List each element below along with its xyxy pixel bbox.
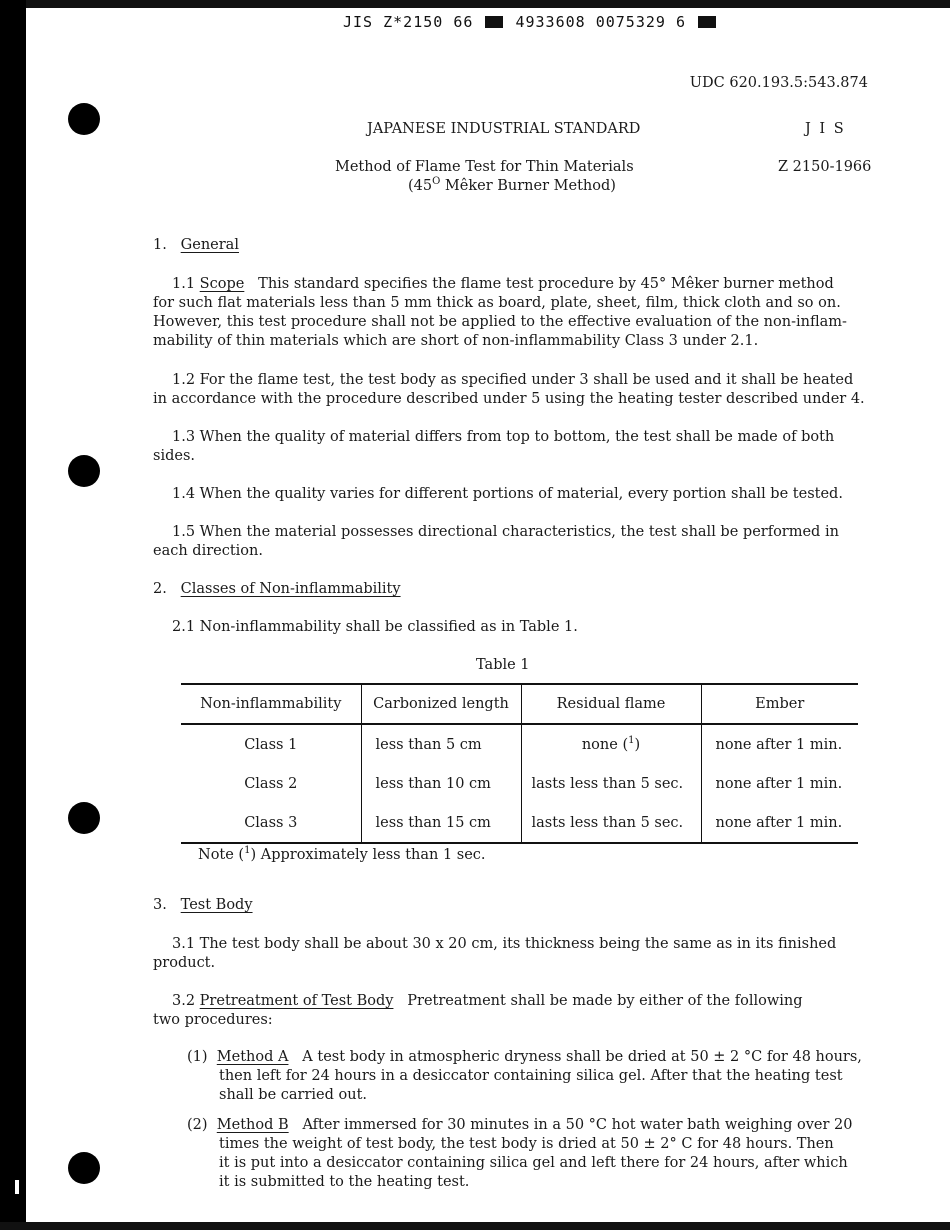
table-cell: less than 10 cm	[361, 764, 521, 803]
table-cell: none after 1 min.	[701, 724, 858, 764]
section-1-heading: 1. General	[153, 237, 239, 253]
scan-mark	[15, 1180, 19, 1194]
paragraph-3-1-line: 3.1 The test body shall be about 30 x 20 cm, its thickness being the same as in its finished	[172, 936, 837, 952]
scan-bottom-edge	[0, 1222, 950, 1230]
table-header-cell: Ember	[701, 684, 858, 724]
udc-number: UDC 620.193.5:543.874	[689, 75, 868, 91]
paragraph-1-5-line: each direction.	[153, 543, 263, 559]
doc-number: Z 2150-1966	[778, 159, 872, 175]
table-cell: Class 1	[244, 736, 298, 753]
table-cell: Class 3	[181, 803, 361, 843]
method-b-line: (2) Method B After immersed for 30 minutes in a 50 °C hot water bath weighing over 20	[187, 1117, 853, 1133]
barcode-header	[343, 13, 718, 31]
paragraph-1-2-line: 1.2 For the flame test, the test body as specified under 3 shall be used and it shall be heated	[172, 372, 854, 388]
paragraph-3-2-line: two procedures:	[153, 1012, 273, 1028]
paragraph-1-4-line: 1.4 When the quality varies for different portions of material, every portion shall be tested.	[172, 486, 843, 502]
table-cell: lasts less than 5 sec.	[521, 764, 701, 803]
table-cell: less than 15 cm	[361, 803, 521, 843]
header-code-left: JIS Z*2150 66	[343, 13, 474, 31]
paragraph-1-1-line: However, this test procedure shall not be applied to the effective evaluation of the non-inflam-	[153, 314, 847, 330]
paragraph-1-5-line: 1.5 When the material possesses directional characteristics, the test shall be performed in	[172, 524, 839, 540]
method-b-line: it is submitted to the heating test.	[219, 1174, 470, 1190]
table-header-row	[181, 684, 858, 724]
table-header-cell: Carbonized length	[361, 684, 521, 724]
paragraph-1-2-line: in accordance with the procedure described under 5 using the heating tester described under 4.	[153, 391, 865, 407]
paragraph-1-1-line: mability of thin materials which are short of non-inflammability Class 3 under 2.1.	[153, 333, 759, 349]
doc-title: Method of Flame Test for Thin Materials	[335, 159, 634, 175]
punch-hole-icon	[68, 103, 100, 135]
method-a-line: then left for 24 hours in a desiccator containing silica gel. After that the heating test	[219, 1068, 843, 1084]
paragraph-3-2-line: 3.2 Pretreatment of Test Body Pretreatment shall be made by either of the following	[172, 993, 803, 1009]
table-header-cell: Residual flame	[521, 684, 701, 724]
method-a-line: shall be carried out.	[219, 1087, 368, 1103]
table-row	[181, 803, 858, 843]
standard-title: JAPANESE INDUSTRIAL STANDARD	[367, 121, 641, 137]
header-code-right: 4933608 0075329 6	[515, 13, 686, 31]
table-caption: Table 1	[476, 657, 530, 673]
method-a-line: (1) Method A A test body in atmospheric dryness shall be dried at 50 ± 2 °C for 48 hours,	[187, 1049, 862, 1065]
table-cell: Class 2	[244, 775, 298, 792]
section-3-heading: 3. Test Body	[153, 897, 253, 913]
paragraph-2-1: 2.1 Non-inflammability shall be classified as in Table 1.	[172, 619, 578, 635]
table-row	[181, 764, 858, 803]
scan-left-edge	[0, 0, 26, 1230]
paragraph-3-1-line: product.	[153, 955, 216, 971]
black-block-icon	[698, 16, 716, 28]
punch-hole-icon	[68, 1152, 100, 1184]
scan-top-edge	[0, 0, 950, 8]
punch-hole-icon	[68, 802, 100, 834]
doc-subtitle: ($45^O$ Mêker Burner Method)	[408, 176, 616, 194]
table-cell: none after 1 min.	[701, 803, 858, 843]
paragraph-1-3-line: sides.	[153, 448, 195, 464]
table-cell: less than 5 cm	[361, 724, 521, 764]
table-cell: none after 1 min.	[701, 764, 858, 803]
table-cell: lasts less than 5 sec.	[521, 803, 701, 843]
classification-table	[181, 683, 858, 844]
paragraph-1-1-line: 1.1 Scope This standard specifies the flame test procedure by 45° Mêker burner method	[172, 276, 834, 292]
table-cell: none ($^1$)	[521, 724, 701, 764]
method-b-line: times the weight of test body, the test body is dried at 50 ± 2° C for 48 hours. Then	[219, 1136, 834, 1152]
jis-label: J I S	[805, 121, 846, 137]
punch-hole-icon	[68, 455, 100, 487]
table-header-cell: Non-inflammability	[181, 684, 361, 724]
paragraph-1-1-line: for such flat materials less than 5 mm thick as board, plate, sheet, film, thick cloth and so on.	[153, 295, 841, 311]
method-b-line: it is put into a desiccator containing silica gel and left there for 24 hours, after which	[219, 1155, 848, 1171]
table-row	[181, 724, 858, 764]
black-block-icon	[485, 16, 503, 28]
table-note: Note ($^1$) Approximately less than 1 sec.	[198, 845, 486, 863]
paragraph-1-3-line: 1.3 When the quality of material differs from top to bottom, the test shall be made of both	[172, 429, 835, 445]
section-2-heading: 2. Classes of Non-inflammability	[153, 581, 401, 597]
